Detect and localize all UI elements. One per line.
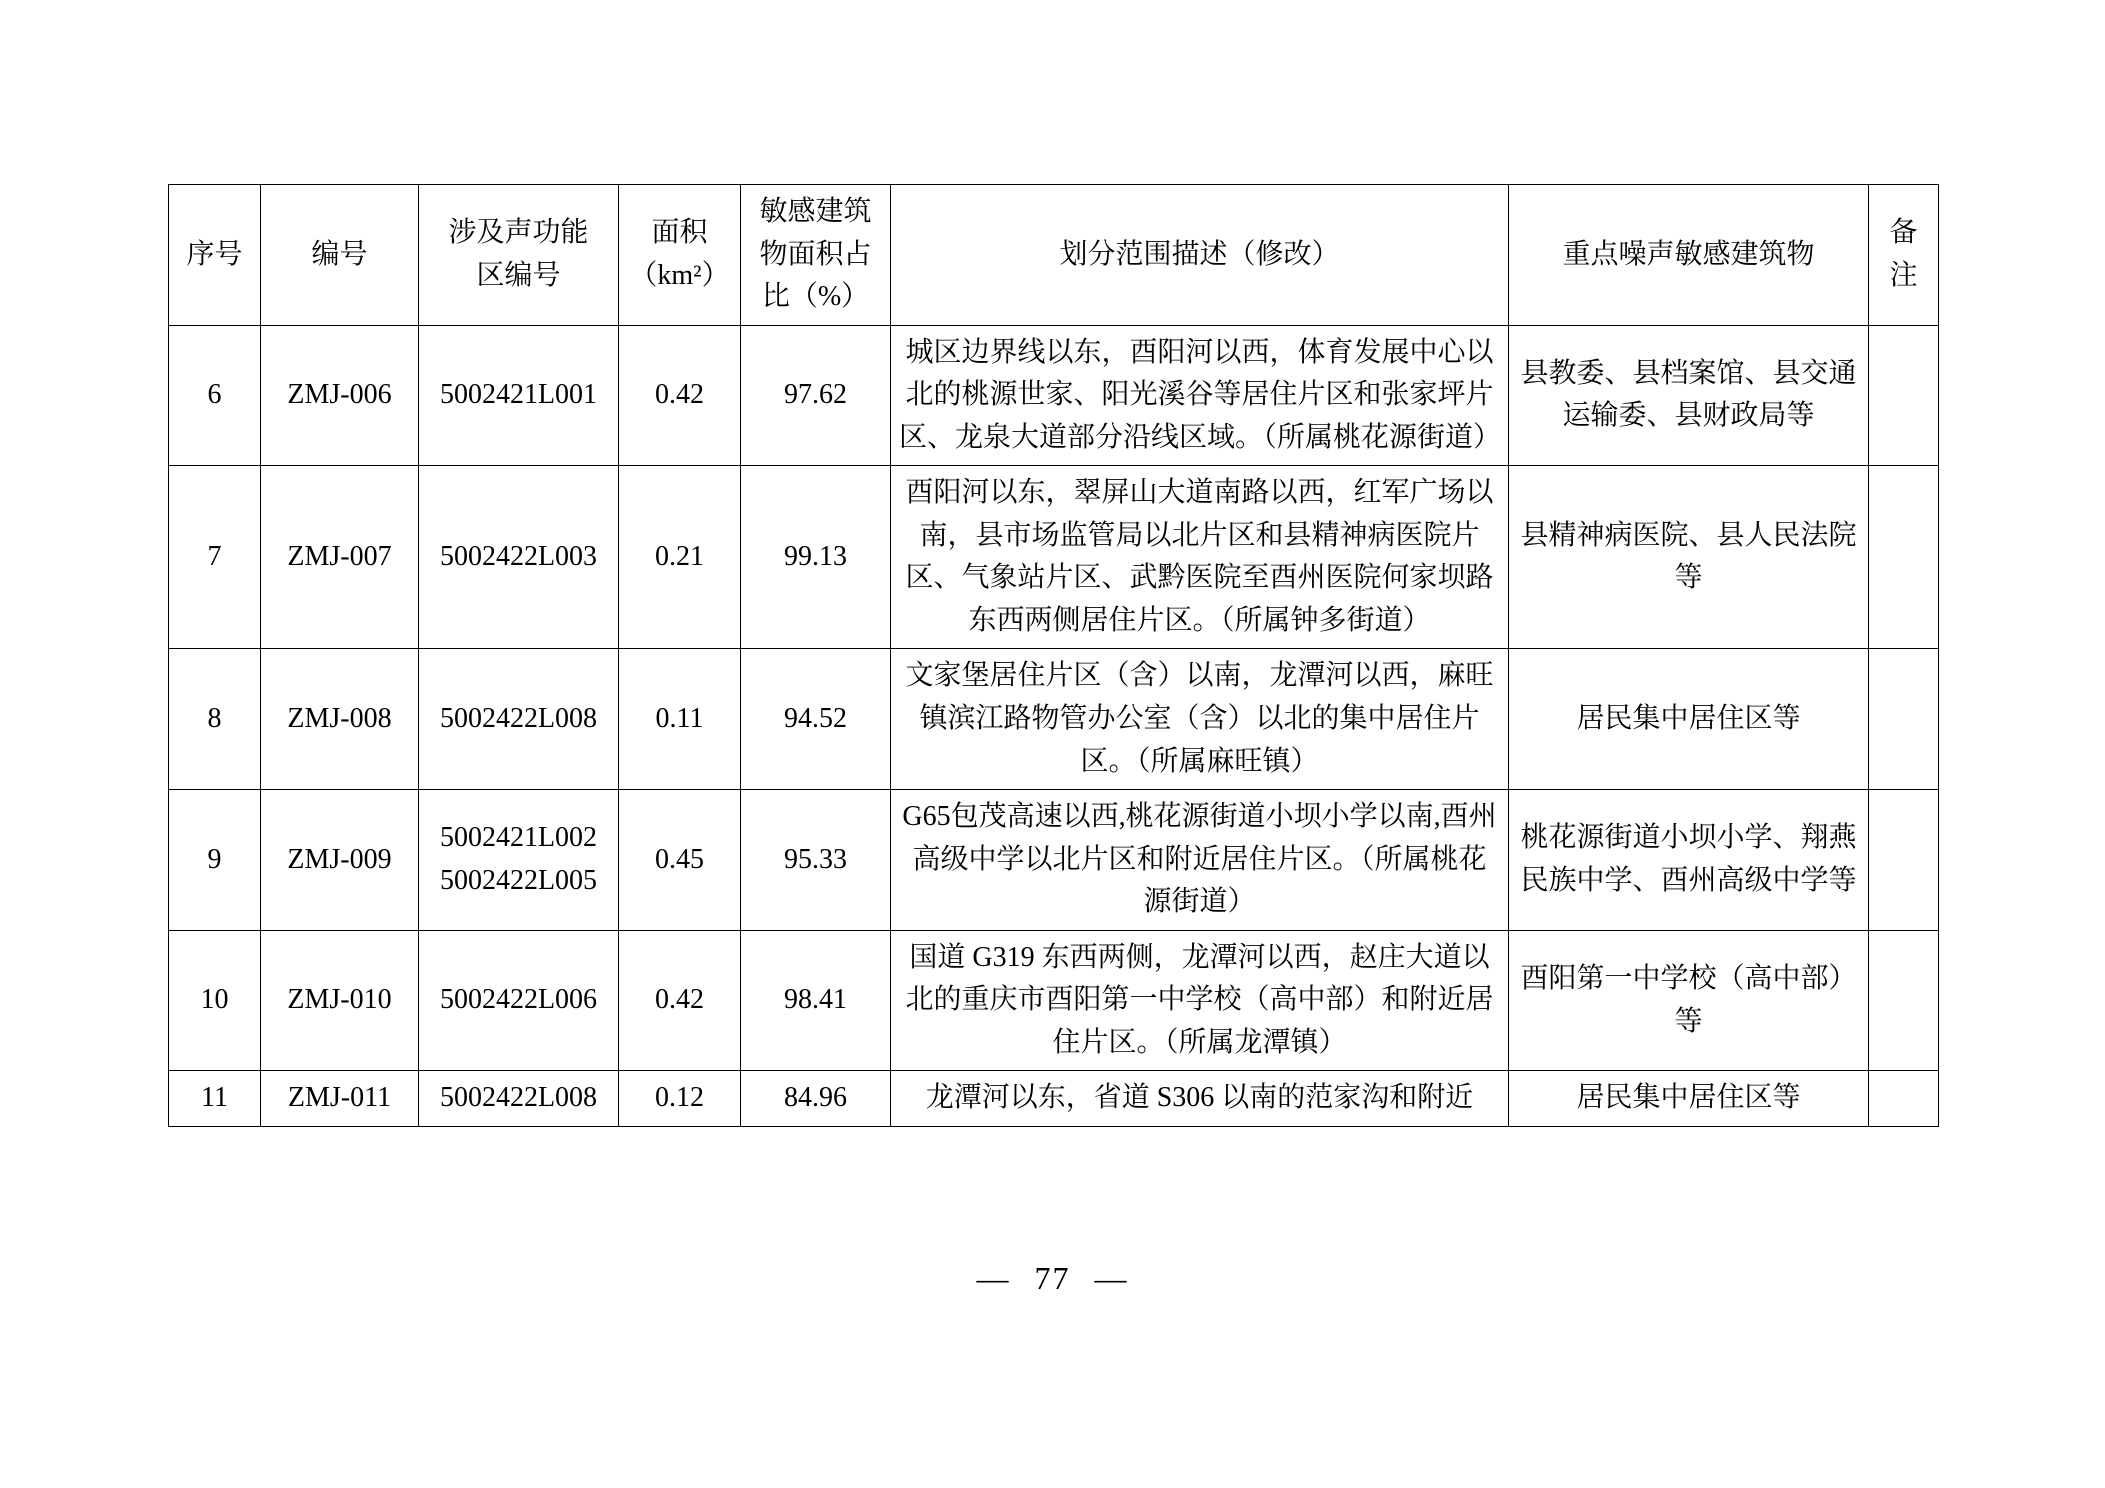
header-code: 编号 <box>261 185 419 326</box>
cell-remark <box>1869 649 1939 790</box>
page-number: 77 <box>1034 1260 1071 1296</box>
header-ratio-line1: 敏感建筑 <box>759 196 872 227</box>
table-row <box>169 466 1939 649</box>
header-sound-zone-code-line1: 涉及声功能 <box>448 217 589 249</box>
zone-code-line: 5002421L001 <box>439 379 598 411</box>
header-remark: 备 注 <box>1869 185 1939 326</box>
cell-remark <box>1869 466 1939 649</box>
cell-zone-codes <box>419 930 619 1071</box>
header-sensitive-buildings: 重点噪声敏感建筑物 <box>1509 185 1869 326</box>
header-description: 划分范围描述（修改） <box>891 185 1509 326</box>
cell-area: 0.21 <box>619 466 741 649</box>
cell-index: 9 <box>169 790 261 931</box>
header-sound-zone-code-line2: 区编号 <box>476 259 561 291</box>
cell-index: 7 <box>169 466 261 649</box>
cell-zone-codes <box>419 325 619 466</box>
zone-code-line: 5002422L006 <box>439 984 598 1016</box>
cell-description: 文家堡居住片区（含）以南，龙潭河以西，麻旺镇滨江路物管办公室（含）以北的集中居住片区。（所属麻旺镇） <box>891 649 1509 790</box>
cell-sensitive-buildings: 县教委、县档案馆、县交通运输委、县财政局等 <box>1509 325 1869 466</box>
header-sound-zone-code <box>419 185 619 326</box>
cell-ratio: 84.96 <box>741 1071 891 1127</box>
cell-area: 0.11 <box>619 649 741 790</box>
table-header <box>169 185 1939 326</box>
cell-description: 国道 G319 东西两侧，龙潭河以西，赵庄大道以北的重庆市酉阳第一中学校（高中部）和附近居住片区。（所属龙潭镇） <box>891 930 1509 1071</box>
cell-ratio: 98.41 <box>741 930 891 1071</box>
cell-ratio: 99.13 <box>741 466 891 649</box>
cell-index: 6 <box>169 325 261 466</box>
table-row <box>169 790 1939 931</box>
cell-area: 0.42 <box>619 930 741 1071</box>
zone-code-line: 5002421L002 <box>439 822 598 854</box>
header-ratio-line3: 比（%） <box>761 281 870 313</box>
cell-zone-codes <box>419 790 619 931</box>
header-ratio-line2: 物面积占 <box>759 238 872 270</box>
cell-ratio: 94.52 <box>741 649 891 790</box>
cell-code: ZMJ-010 <box>261 930 419 1071</box>
cell-sensitive-buildings: 酉阳第一中学校（高中部）等 <box>1509 930 1869 1071</box>
cell-index: 8 <box>169 649 261 790</box>
cell-code: ZMJ-011 <box>261 1071 419 1127</box>
cell-description: G65包茂高速以西,桃花源街道小坝小学以南,酉州高级中学以北片区和附近居住片区。（所属桃花源街道） <box>891 790 1509 931</box>
cell-index: 11 <box>169 1071 261 1127</box>
cell-remark <box>1869 325 1939 466</box>
cell-zone-codes <box>419 1071 619 1127</box>
cell-zone-codes <box>419 649 619 790</box>
cell-ratio: 95.33 <box>741 790 891 931</box>
zone-code-line: 5002422L008 <box>439 1082 598 1114</box>
cell-area: 0.12 <box>619 1071 741 1127</box>
table-row <box>169 649 1939 790</box>
cell-index: 10 <box>169 930 261 1071</box>
header-area <box>619 185 741 326</box>
cell-code: ZMJ-007 <box>261 466 419 649</box>
cell-code: ZMJ-008 <box>261 649 419 790</box>
cell-sensitive-buildings: 桃花源街道小坝小学、翔燕民族中学、酉州高级中学等 <box>1509 790 1869 931</box>
cell-description: 酉阳河以东，翠屏山大道南路以西，红军广场以南，县市场监管局以北片区和县精神病医院片区、气象站片区、武黔医院至酉州医院何家坝路东西两侧居住片区。（所属钟多街道） <box>891 466 1509 649</box>
table-header-row <box>169 185 1939 326</box>
cell-area: 0.42 <box>619 325 741 466</box>
cell-zone-codes <box>419 466 619 649</box>
footer-dash-right: — <box>1094 1260 1129 1296</box>
cell-area: 0.45 <box>619 790 741 931</box>
zone-code-line: 5002422L005 <box>439 864 598 896</box>
page-footer <box>0 1260 2105 1297</box>
cell-sensitive-buildings: 县精神病医院、县人民法院等 <box>1509 466 1869 649</box>
header-area-line1: 面积 <box>651 217 708 249</box>
header-area-line2: （km²） <box>629 259 730 291</box>
cell-code: ZMJ-006 <box>261 325 419 466</box>
cell-remark <box>1869 790 1939 931</box>
table-body <box>169 325 1939 1126</box>
cell-remark <box>1869 1071 1939 1127</box>
table-row <box>169 325 1939 466</box>
cell-remark <box>1869 930 1939 1071</box>
cell-ratio: 97.62 <box>741 325 891 466</box>
zone-code-line: 5002422L003 <box>439 541 598 573</box>
cell-description: 城区边界线以东，酉阳河以西，体育发展中心以北的桃源世家、阳光溪谷等居住片区和张家坪片区、龙泉大道部分沿线区域。（所属桃花源街道） <box>891 325 1509 466</box>
header-sensitive-ratio <box>741 185 891 326</box>
footer-dash-left: — <box>976 1260 1011 1296</box>
cell-sensitive-buildings: 居民集中居住区等 <box>1509 649 1869 790</box>
header-index: 序号 <box>169 185 261 326</box>
cell-description: 龙潭河以东，省道 S306 以南的范家沟和附近 <box>891 1071 1509 1127</box>
noise-zone-table <box>168 184 1939 1127</box>
zone-code-line: 5002422L008 <box>439 703 598 735</box>
table-row <box>169 930 1939 1071</box>
table-row <box>169 1071 1939 1127</box>
cell-code: ZMJ-009 <box>261 790 419 931</box>
cell-sensitive-buildings: 居民集中居住区等 <box>1509 1071 1869 1127</box>
noise-zone-table-container <box>168 184 1938 1127</box>
